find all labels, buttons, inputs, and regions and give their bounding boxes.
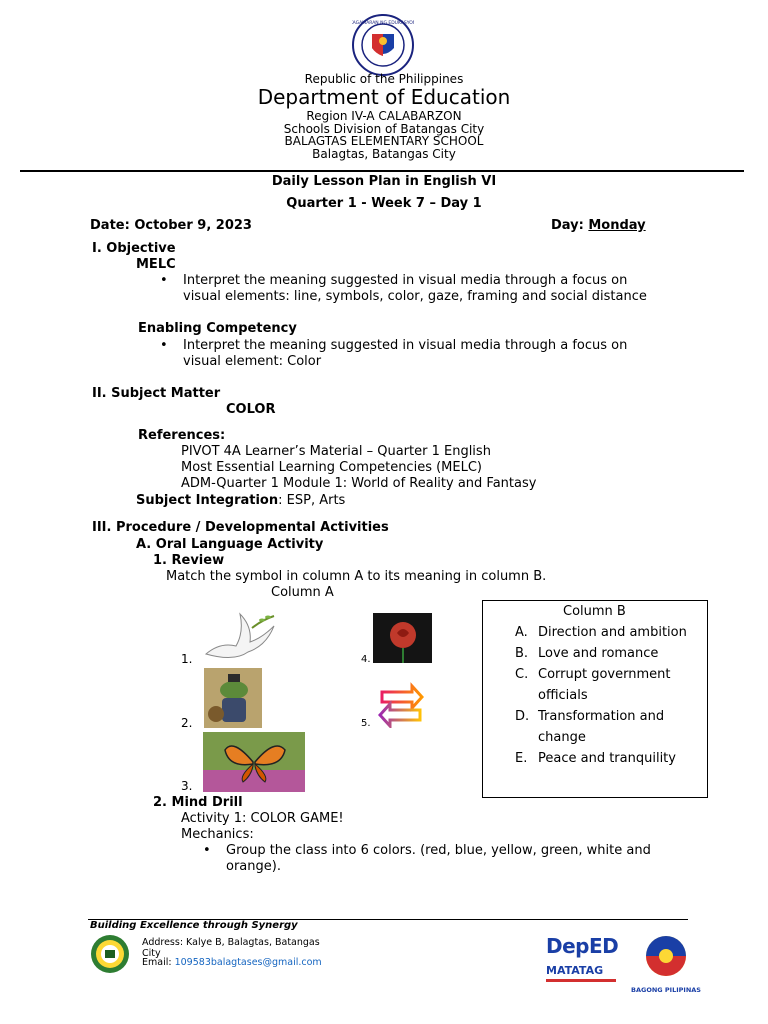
enabling-text-2: visual element: Color: [183, 354, 322, 369]
column-b-letter: A.: [515, 625, 528, 640]
column-b-letter: E.: [515, 751, 528, 766]
division-text: Schools Division of Batangas City: [283, 122, 485, 136]
column-a-title: Column A: [271, 585, 334, 600]
bullet-icon: •: [160, 338, 168, 353]
melc-label: MELC: [136, 257, 176, 272]
bullet-icon: •: [160, 273, 168, 288]
reference-2: Most Essential Learning Competencies (MELC): [181, 460, 482, 475]
column-b-item: Corrupt government: [538, 667, 671, 682]
melc-text-1: Interpret the meaning suggested in visual media through a focus on: [183, 273, 628, 288]
integration-value: : ESP, Arts: [278, 493, 346, 508]
objective-heading: I. Objective: [92, 241, 176, 256]
department-title: Department of Education: [257, 85, 511, 109]
column-b-item: change: [538, 730, 586, 745]
rose-image: [373, 613, 432, 663]
subject-topic: COLOR: [226, 402, 276, 417]
header-divider: [20, 170, 744, 172]
lesson-date: Date: October 9, 2023: [90, 218, 252, 233]
mind-drill-heading: 2. Mind Drill: [153, 795, 243, 810]
school-address: Balagtas, Batangas City: [312, 147, 456, 161]
dove-image: [200, 602, 278, 664]
column-b-letter: C.: [515, 667, 529, 682]
footer-divider: [88, 919, 688, 920]
review-heading: 1. Review: [153, 553, 225, 568]
lesson-day: [551, 218, 646, 233]
item-number: 2.: [181, 716, 193, 730]
bagong-text: BAGONG PILIPINAS: [631, 986, 701, 994]
column-b-box: [482, 600, 708, 798]
email-link[interactable]: 109583balagtases@gmail.com: [174, 957, 322, 968]
email-label: Email:: [142, 957, 172, 968]
procedure-heading: III. Procedure / Developmental Activities: [92, 520, 389, 535]
lesson-quarter: Quarter 1 - Week 7 – Day 1: [286, 196, 482, 211]
deped-matatag-logo: [546, 934, 620, 992]
column-b-letter: B.: [515, 646, 529, 661]
item-number: 5.: [361, 718, 371, 729]
activity-title: Activity 1: COLOR GAME!: [181, 811, 344, 826]
item-number: 1.: [181, 652, 193, 666]
bullet-icon: •: [203, 843, 211, 858]
footer-address-1: Address: Kalye B, Balagtas, Batangas: [142, 937, 320, 948]
footer-address-2: City: [142, 948, 161, 959]
footer-motto: Building Excellence through Synergy: [90, 920, 298, 931]
region-text: Region IV-A CALABARZON: [306, 109, 462, 123]
matatag-text: MATATAG: [546, 964, 604, 977]
mechanics-item-2: orange).: [226, 859, 281, 874]
deped-logo-text: DepED: [546, 934, 619, 958]
subject-heading: II. Subject Matter: [92, 386, 221, 401]
review-instruction: Match the symbol in column A to its meaning in column B.: [166, 569, 547, 584]
mechanics-item-1: Group the class into 6 colors. (red, blue, yellow, green, white and: [226, 843, 651, 858]
column-b-item: Transformation and: [538, 709, 665, 724]
day-value: Monday: [588, 218, 646, 233]
column-b-letter: D.: [515, 709, 530, 724]
butterfly-image: [203, 732, 305, 792]
enabling-label: Enabling Competency: [138, 321, 297, 336]
enabling-text-1: Interpret the meaning suggested in visual media through a focus on: [183, 338, 628, 353]
day-label: Day:: [551, 218, 584, 233]
item-number: 3.: [181, 779, 193, 793]
melc-text-2: visual elements: line, symbols, color, gaze, framing and social distance: [183, 289, 647, 304]
subject-integration: [136, 493, 345, 508]
integration-label: Subject Integration: [136, 493, 279, 508]
crocodile-image: [204, 668, 262, 728]
column-b-item: officials: [538, 688, 588, 703]
item-number: 4.: [361, 654, 371, 665]
column-b-title: Column B: [563, 604, 626, 619]
reference-1: PIVOT 4A Learner’s Material – Quarter 1 English: [181, 444, 491, 459]
column-b-item: Love and romance: [538, 646, 659, 661]
arrows-image: [378, 682, 424, 728]
mechanics-label: Mechanics:: [181, 827, 254, 842]
bagong-pilipinas-logo: [630, 930, 702, 994]
oral-language-heading: A. Oral Language Activity: [136, 537, 324, 552]
school-logo: [90, 934, 130, 974]
deped-seal-logo: [352, 14, 414, 76]
references-label: References:: [138, 428, 226, 443]
reference-3: ADM-Quarter 1 Module 1: World of Reality and Fantasy: [181, 476, 537, 491]
school-name: BALAGTAS ELEMENTARY SCHOOL: [284, 134, 484, 148]
seal-lettering: KAGAWARAN NG EDUKASYON: [352, 21, 414, 26]
footer-email: [142, 957, 322, 968]
republic-text: Republic of the Philippines: [304, 72, 464, 86]
lesson-title: Daily Lesson Plan in English VI: [271, 174, 497, 189]
column-b-item: Direction and ambition: [538, 625, 687, 640]
column-b-item: Peace and tranquility: [538, 751, 676, 766]
